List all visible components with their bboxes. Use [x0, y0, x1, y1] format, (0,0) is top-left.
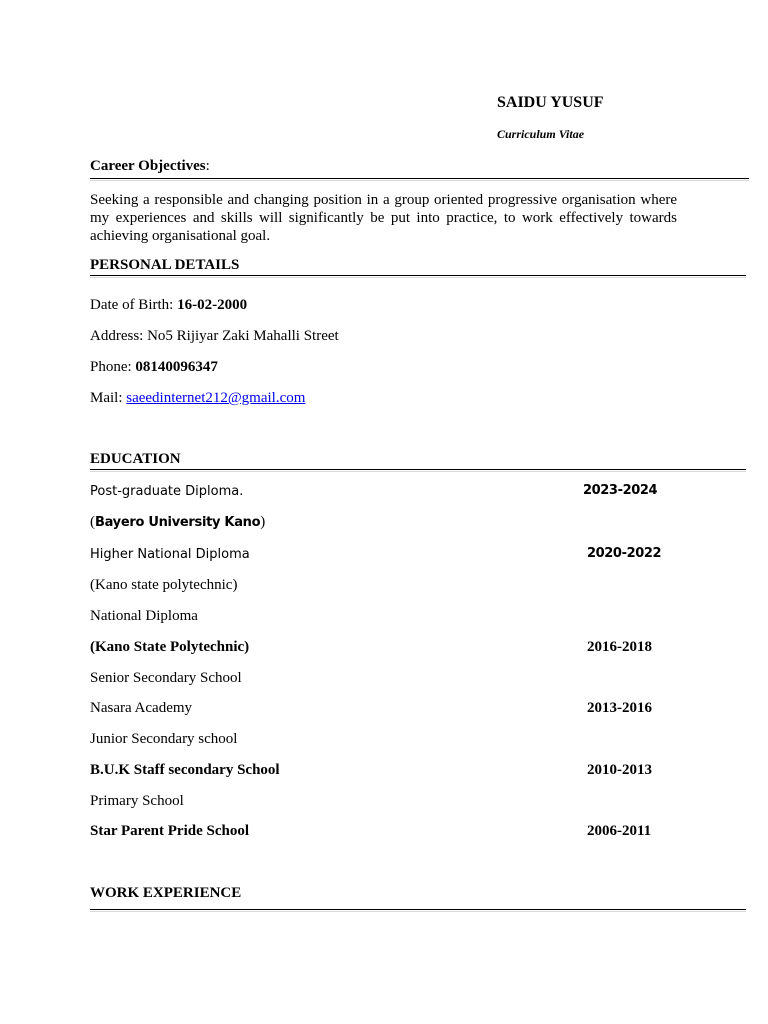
education-divider: [90, 469, 746, 470]
dob-value: 16-02-2000: [177, 297, 248, 313]
primary-year: 2006-2011: [587, 823, 652, 839]
career-divider: [90, 178, 749, 179]
cv-name: SAIDU YUSUF: [497, 94, 604, 111]
hnd-year: 2020-2022: [587, 546, 662, 561]
education-heading: EDUCATION: [90, 451, 181, 467]
mail-label: Mail:: [90, 390, 123, 406]
primary-qualification: Primary School: [90, 793, 184, 809]
address-row: [90, 328, 339, 345]
personal-details-heading: PERSONAL DETAILS: [90, 257, 240, 273]
address-value: No5 Rijiyar Zaki Mahalli Street: [147, 328, 339, 344]
pgd-school: Bayero University Kano: [95, 515, 261, 530]
primary-school: Star Parent Pride School: [90, 823, 250, 839]
sss-school: Nasara Academy: [90, 700, 193, 716]
career-objectives-text: Seeking a responsible and changing position in a group oriented progressive organisation where my experiences and skills will significantly be put into practice, to work effectively towards achieving organisational goal.: [90, 192, 677, 244]
career-heading-text: Career Objectives: [90, 158, 206, 174]
hnd-qualification: Higher National Diploma: [90, 547, 250, 562]
career-objectives-heading: [90, 158, 210, 175]
sss-year: 2013-2016: [587, 700, 652, 716]
phone-row: [90, 359, 218, 376]
dob-label: Date of Birth:: [90, 297, 174, 313]
pgd-school-row: [90, 514, 265, 531]
dob-row: [90, 297, 247, 314]
work-divider: [90, 909, 746, 910]
pgd-open-paren: (: [90, 514, 95, 530]
jss-qualification: Junior Secondary school: [90, 731, 238, 747]
nd-school: (Kano State Polytechnic): [90, 639, 250, 655]
nd-year: 2016-2018: [587, 639, 652, 655]
personal-divider: [90, 275, 746, 276]
pgd-qualification: Post-graduate Diploma.: [90, 484, 244, 499]
work-experience-heading: WORK EXPERIENCE: [90, 885, 242, 901]
pgd-year: 2023-2024: [583, 483, 658, 498]
mail-row: [90, 390, 305, 407]
email-link[interactable]: saeedinternet212@gmail.com: [126, 390, 306, 406]
nd-qualification: National Diploma: [90, 608, 198, 624]
cv-subtitle: Curriculum Vitae: [497, 127, 585, 141]
pgd-close-paren: ): [260, 514, 266, 530]
sss-qualification: Senior Secondary School: [90, 670, 242, 686]
phone-label: Phone:: [90, 359, 132, 375]
jss-school: B.U.K Staff secondary School: [90, 762, 280, 778]
phone-value: 08140096347: [135, 359, 218, 375]
jss-year: 2010-2013: [587, 762, 652, 778]
hnd-school: (Kano state polytechnic): [90, 577, 238, 593]
address-label: Address:: [90, 328, 144, 344]
career-heading-colon: :: [205, 158, 210, 174]
